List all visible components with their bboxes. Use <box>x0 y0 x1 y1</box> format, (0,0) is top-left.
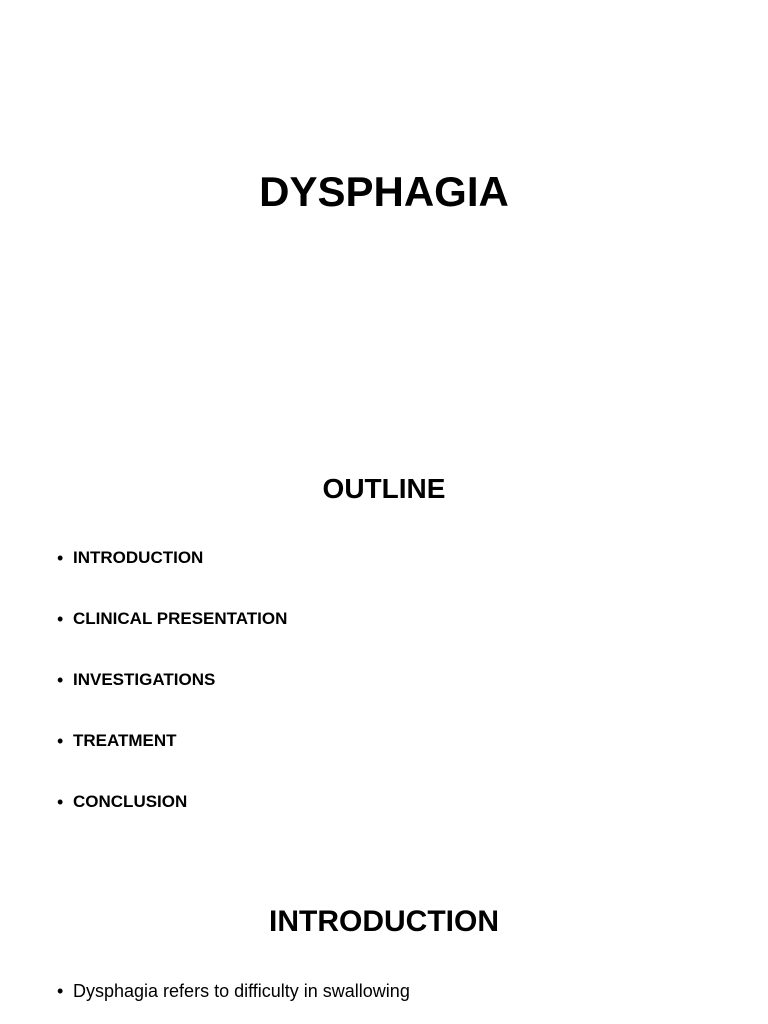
bullet-icon: • <box>57 792 64 812</box>
intro-item-definition <box>57 979 410 1003</box>
bullet-icon: • <box>57 981 64 1001</box>
outline-item-introduction <box>57 546 203 570</box>
outline-item-investigations <box>57 668 215 692</box>
outline-item-treatment <box>57 729 177 753</box>
outline-item-label: CONCLUSION <box>73 792 188 811</box>
intro-item-label: Dysphagia refers to difficulty in swallowing <box>73 981 410 1001</box>
slide-title: DYSPHAGIA <box>259 168 509 215</box>
outline-item-conclusion <box>57 790 187 814</box>
outline-title: OUTLINE <box>322 473 446 504</box>
outline-item-label: CLINICAL PRESENTATION <box>73 609 288 628</box>
bullet-icon: • <box>57 670 64 690</box>
outline-item-label: INTRODUCTION <box>73 548 204 567</box>
outline-item-label: TREATMENT <box>73 731 177 750</box>
bullet-icon: • <box>57 731 64 751</box>
bullet-icon: • <box>57 548 64 568</box>
outline-item-clinical-presentation <box>57 607 287 631</box>
intro-title: INTRODUCTION <box>269 905 499 938</box>
bullet-icon: • <box>57 609 64 629</box>
outline-item-label: INVESTIGATIONS <box>73 670 216 689</box>
